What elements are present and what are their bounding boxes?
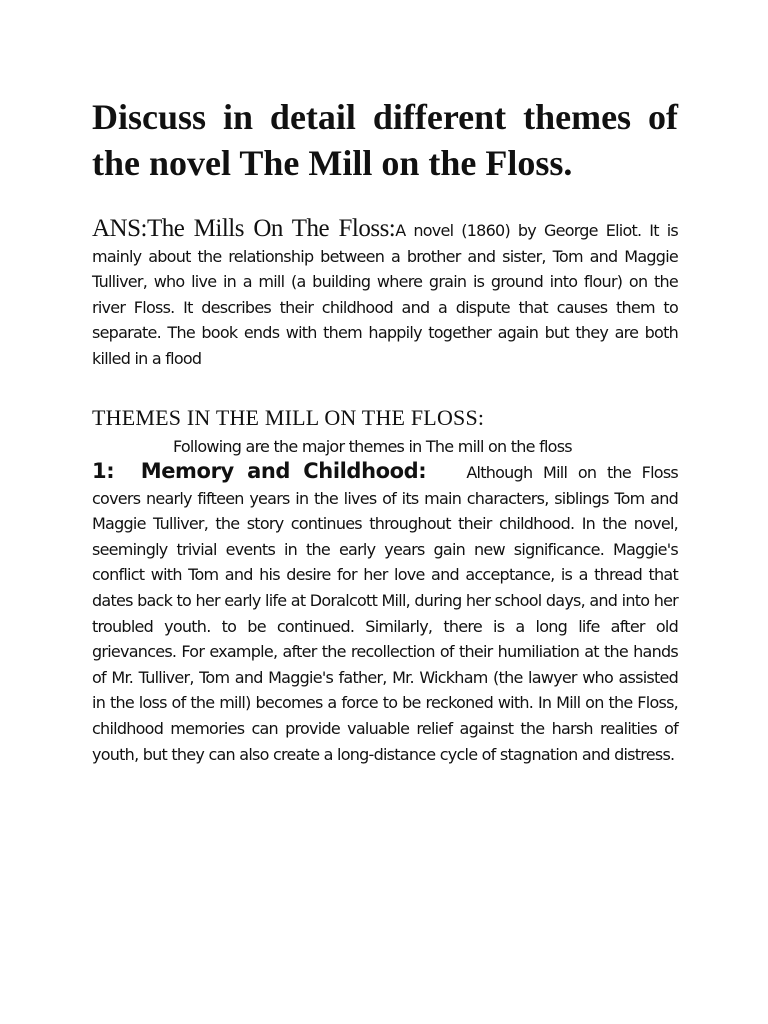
theme-paragraph [92,460,678,767]
theme-text: Although Mill on the Floss covers nearly fifteen years in the lives of its main characters, siblings Tom and Maggie Tulliver, the story continues throughout their childhood. In the novel, seemingly trivial events in the early years gain new significance. Maggie's conflict with Tom and his desire for her love and acceptance, is a thread that dates back to her early life at Doralcott Mill, during her school days, and into her troubled youth. to be continued. Similarly, there is a long life after old grievances. For example, after the recollection of their humiliation at the hands of Mr. Tulliver, Tom and Maggie's father, Mr. Wickham (the lawyer who assisted in the loss of the mill) becomes a force to be reckoned with. In Mill on the Floss, childhood memories can provide valuable relief against the harsh realities of youth, but they can also create a long-distance cycle of stagnation and distress. [92,463,678,764]
answer-paragraph [92,215,679,372]
document-title: Discuss in detail different themes of the novel The Mill on the Floss. [92,97,678,183]
theme-heading: 1: Memory and Childhood: [92,459,427,483]
themes-section-heading: THEMES IN THE MILL ON THE FLOSS: [92,405,485,430]
answer-text: A novel (1860) by George Eliot. It is mainly about the relationship between a brother and sister, Tom and Maggie Tulliver, who live in a mill (a building where grain is ground into flour) on the river Floss. It describes their childhood and a dispute that causes them to separate. The book ends with them happily together again but they are both killed in a flood [92,221,679,368]
themes-intro: Following are the major themes in The mill on the floss [173,437,572,456]
answer-lead: ANS:The Mills On The Floss: [92,215,396,242]
